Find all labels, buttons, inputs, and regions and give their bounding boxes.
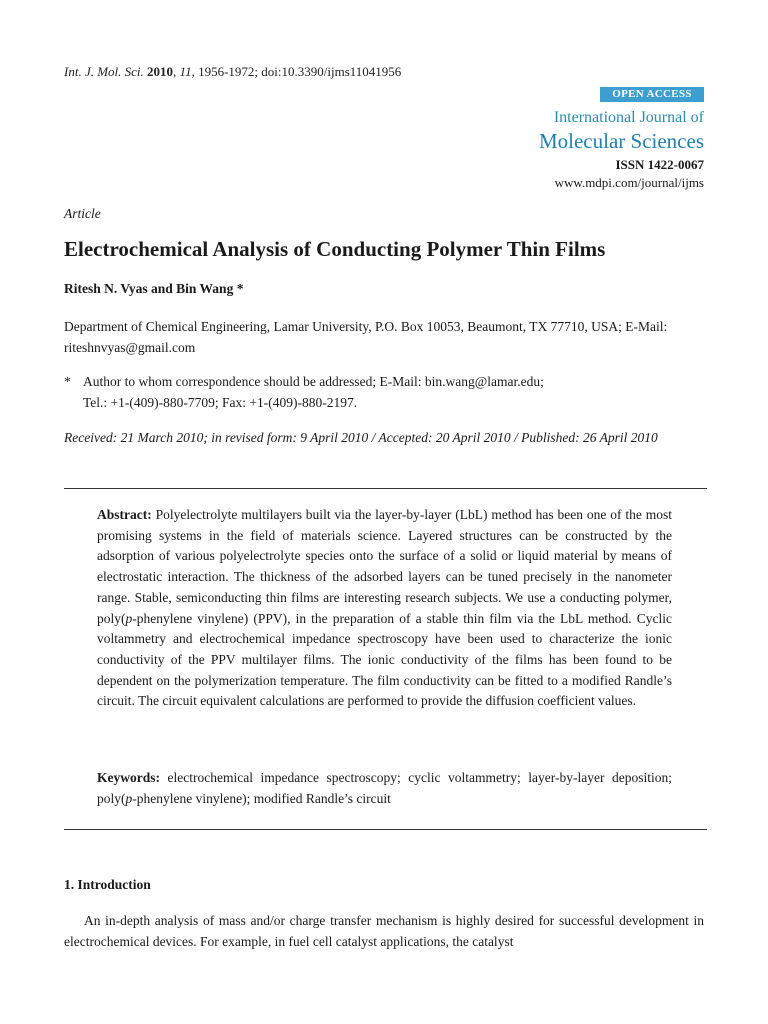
abstract-text-italic: p <box>125 610 133 626</box>
journal-name-line2: Molecular Sciences <box>538 129 704 153</box>
correspondence-note <box>64 371 704 413</box>
introduction-paragraph: An in-depth analysis of mass and/or charge transfer mechanism is highly desired for successful development in electrochemical devices. For example, in fuel cell catalyst applications, the catalyst <box>64 913 704 949</box>
journal-block <box>539 108 704 192</box>
journal-name-line1: International Journal of <box>553 109 704 126</box>
keywords-label: Keywords: <box>97 770 160 785</box>
abstract-top-divider <box>64 488 707 489</box>
issn: ISSN 1422-0067 <box>615 157 704 172</box>
publication-dates: Received: 21 March 2010; in revised form: 9 April 2010 / Accepted: 20 April 2010 / Published: 26 April 2010 <box>64 430 658 445</box>
citation-line: Int. J. Mol. Sci. 2010, 11, 1956-1972; doi:10.3390/ijms11041956 <box>64 64 402 79</box>
keywords-text-part1: electrochemical impedance spectroscopy; cyclic voltammetry; layer-by-layer deposition; poly( <box>97 770 672 806</box>
abstract-bottom-divider <box>64 829 707 830</box>
keywords-text-italic: p <box>125 790 133 806</box>
open-access-badge: OPEN ACCESS <box>600 87 704 102</box>
abstract-label: Abstract: <box>97 507 152 522</box>
article-type: Article <box>64 206 101 221</box>
abstract-text-part1: Polyelectrolyte multilayers built via the layer-by-layer (LbL) method has been one of the most promising systems in the field of materials science. Layered structures can be constructed by the adsorption of various polyelectrolyte species onto the surface of a solid or liquid material by means of electrostatic interaction. The thickness of the adsorbed layers can be tuned precisely in the nanometer range. Stable, semiconducting thin films are interesting research subjects. We use a conducting polymer, poly( <box>97 507 672 626</box>
journal-url[interactable]: www.mdpi.com/journal/ijms <box>554 175 704 190</box>
authors: Ritesh N. Vyas and Bin Wang * <box>64 281 244 296</box>
correspondence-line1: Author to whom correspondence should be addressed; E-Mail: bin.wang@lamar.edu; <box>83 374 544 389</box>
correspondence-line2: Tel.: +1-(409)-880-7709; Fax: +1-(409)-880-2197. <box>83 395 358 410</box>
abstract <box>97 505 672 712</box>
abstract-text-part2: -phenylene vinylene) (PPV), in the preparation of a stable thin film via the LbL method. Cyclic voltammetry and electrochemical impedance spectroscopy have been used to characterize the ionic conductivity of the PPV multilayer films. The ionic conductivity of the films has been found to be dependent on the polymerization temperature. The film conductivity can be fitted to a modified Randle’s circuit. The circuit equivalent calculations are performed to provide the diffusion coefficient values. <box>97 610 672 709</box>
keywords <box>97 768 672 809</box>
journal-abbrev: Int. J. Mol. Sci. <box>64 64 144 79</box>
section-heading-introduction: 1. Introduction <box>64 877 151 892</box>
keywords-text-part2: -phenylene vinylene); modified Randle’s circuit <box>132 790 391 806</box>
citation-pages-doi: , 1956-1972; doi:10.3390/ijms11041956 <box>191 64 402 79</box>
paper-title: Electrochemical Analysis of Conducting Polymer Thin Films <box>64 237 606 261</box>
affiliation: Department of Chemical Engineering, Lamar University, P.O. Box 10053, Beaumont, TX 77710, USA; E-Mail: riteshnvyas@gmail.com <box>64 319 668 355</box>
correspondence-star: * <box>64 374 71 389</box>
citation-volume: 11 <box>179 64 192 79</box>
citation-year: 2010 <box>147 64 174 79</box>
